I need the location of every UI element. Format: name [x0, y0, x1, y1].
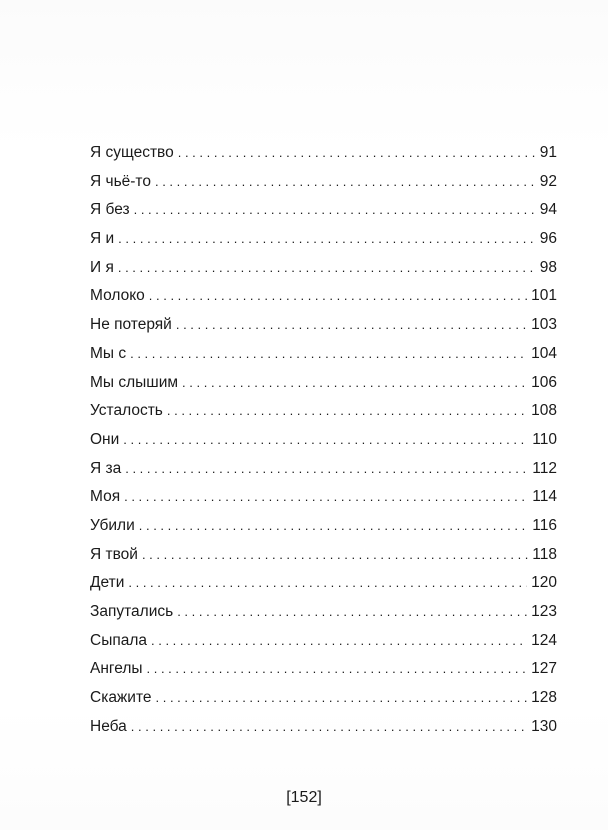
dot-leader	[177, 598, 527, 627]
toc-entry-title: Убили	[90, 516, 135, 534]
toc-entry-page: 118	[532, 545, 557, 563]
toc-entry-page: 94	[539, 201, 557, 219]
toc-entry-page: 110	[532, 430, 557, 448]
toc-entry-page: 92	[539, 172, 557, 190]
toc-entry	[90, 369, 557, 398]
dot-leader	[118, 254, 536, 283]
toc-entry-page: 123	[531, 603, 557, 620]
toc-entry	[90, 397, 557, 426]
toc-entry	[90, 684, 557, 713]
toc-entry-title: Запутались	[90, 603, 174, 620]
toc-entry	[90, 426, 557, 455]
toc-entry-title: Молоко	[90, 287, 145, 305]
dot-leader	[139, 512, 529, 541]
toc-entry	[90, 598, 557, 627]
toc-entry-title: Скажите	[90, 689, 152, 707]
toc-entry	[90, 311, 557, 340]
toc-entry	[90, 483, 557, 512]
table-of-contents	[90, 139, 557, 741]
toc-entry	[90, 455, 557, 484]
toc-entry-page: 112	[532, 459, 557, 477]
toc-entry-page: 127	[531, 660, 557, 678]
toc-entry-title: Я за	[90, 459, 122, 477]
toc-entry-page: 96	[539, 230, 557, 248]
dot-leader	[178, 139, 536, 168]
toc-entry	[90, 139, 557, 168]
toc-entry	[90, 168, 557, 197]
toc-entry	[90, 225, 557, 254]
dot-leader	[130, 340, 527, 369]
toc-entry-title: Не потеряй	[90, 316, 172, 334]
dot-leader	[124, 483, 528, 512]
toc-entry-title: Усталость	[90, 402, 163, 420]
toc-entry-title: Мы с	[90, 344, 127, 362]
toc-entry	[90, 569, 557, 598]
dot-leader	[176, 311, 527, 340]
toc-entry-page: 116	[532, 516, 557, 534]
dot-leader	[155, 168, 536, 197]
dot-leader	[151, 627, 527, 656]
dot-leader	[182, 369, 527, 398]
dot-leader	[142, 541, 528, 570]
toc-entry-title: Сыпала	[90, 631, 148, 649]
toc-entry-page: 101	[531, 287, 557, 305]
toc-entry	[90, 541, 557, 570]
toc-entry-page: 98	[539, 258, 557, 276]
toc-entry-page: 91	[539, 144, 557, 161]
toc-entry	[90, 655, 557, 684]
toc-entry	[90, 282, 557, 311]
toc-entry-title: Мы слышим	[90, 373, 179, 391]
toc-entry-title: Я чьё-то	[90, 172, 151, 190]
toc-entry	[90, 627, 557, 656]
dot-leader	[128, 569, 527, 598]
toc-entry	[90, 340, 557, 369]
dot-leader	[149, 282, 527, 311]
toc-entry-page: 124	[531, 631, 557, 649]
dot-leader	[118, 225, 536, 254]
dot-leader	[134, 196, 536, 225]
toc-entry-page: 120	[531, 574, 557, 592]
toc-entry-title: Ангелы	[90, 660, 143, 678]
toc-entry-title: Я существо	[90, 144, 174, 161]
toc-entry-title: Я без	[90, 201, 130, 219]
dot-leader	[131, 713, 527, 742]
dot-leader	[167, 397, 527, 426]
toc-entry-title: Моя	[90, 488, 121, 506]
toc-entry-page: 114	[532, 488, 557, 506]
toc-entry	[90, 512, 557, 541]
dot-leader	[147, 655, 528, 684]
toc-entry-title: Они	[90, 430, 120, 448]
toc-entry-page: 103	[531, 316, 557, 334]
toc-entry-title: Я твой	[90, 545, 138, 563]
toc-entry	[90, 713, 557, 742]
toc-entry-title: Неба	[90, 717, 127, 735]
toc-entry-page: 128	[531, 689, 557, 707]
dot-leader	[156, 684, 528, 713]
toc-entry-title: И я	[90, 258, 114, 276]
toc-entry	[90, 196, 557, 225]
dot-leader	[125, 455, 528, 484]
page-number: [152]	[286, 789, 322, 806]
toc-entry-page: 108	[531, 402, 557, 420]
toc-entry-title: Я и	[90, 230, 115, 248]
toc-entry-page: 106	[531, 373, 557, 391]
toc-entry-page: 104	[531, 344, 557, 362]
toc-entry-page: 130	[531, 717, 557, 735]
toc-entry	[90, 254, 557, 283]
toc-entry-title: Дети	[90, 574, 125, 592]
dot-leader	[123, 426, 528, 455]
